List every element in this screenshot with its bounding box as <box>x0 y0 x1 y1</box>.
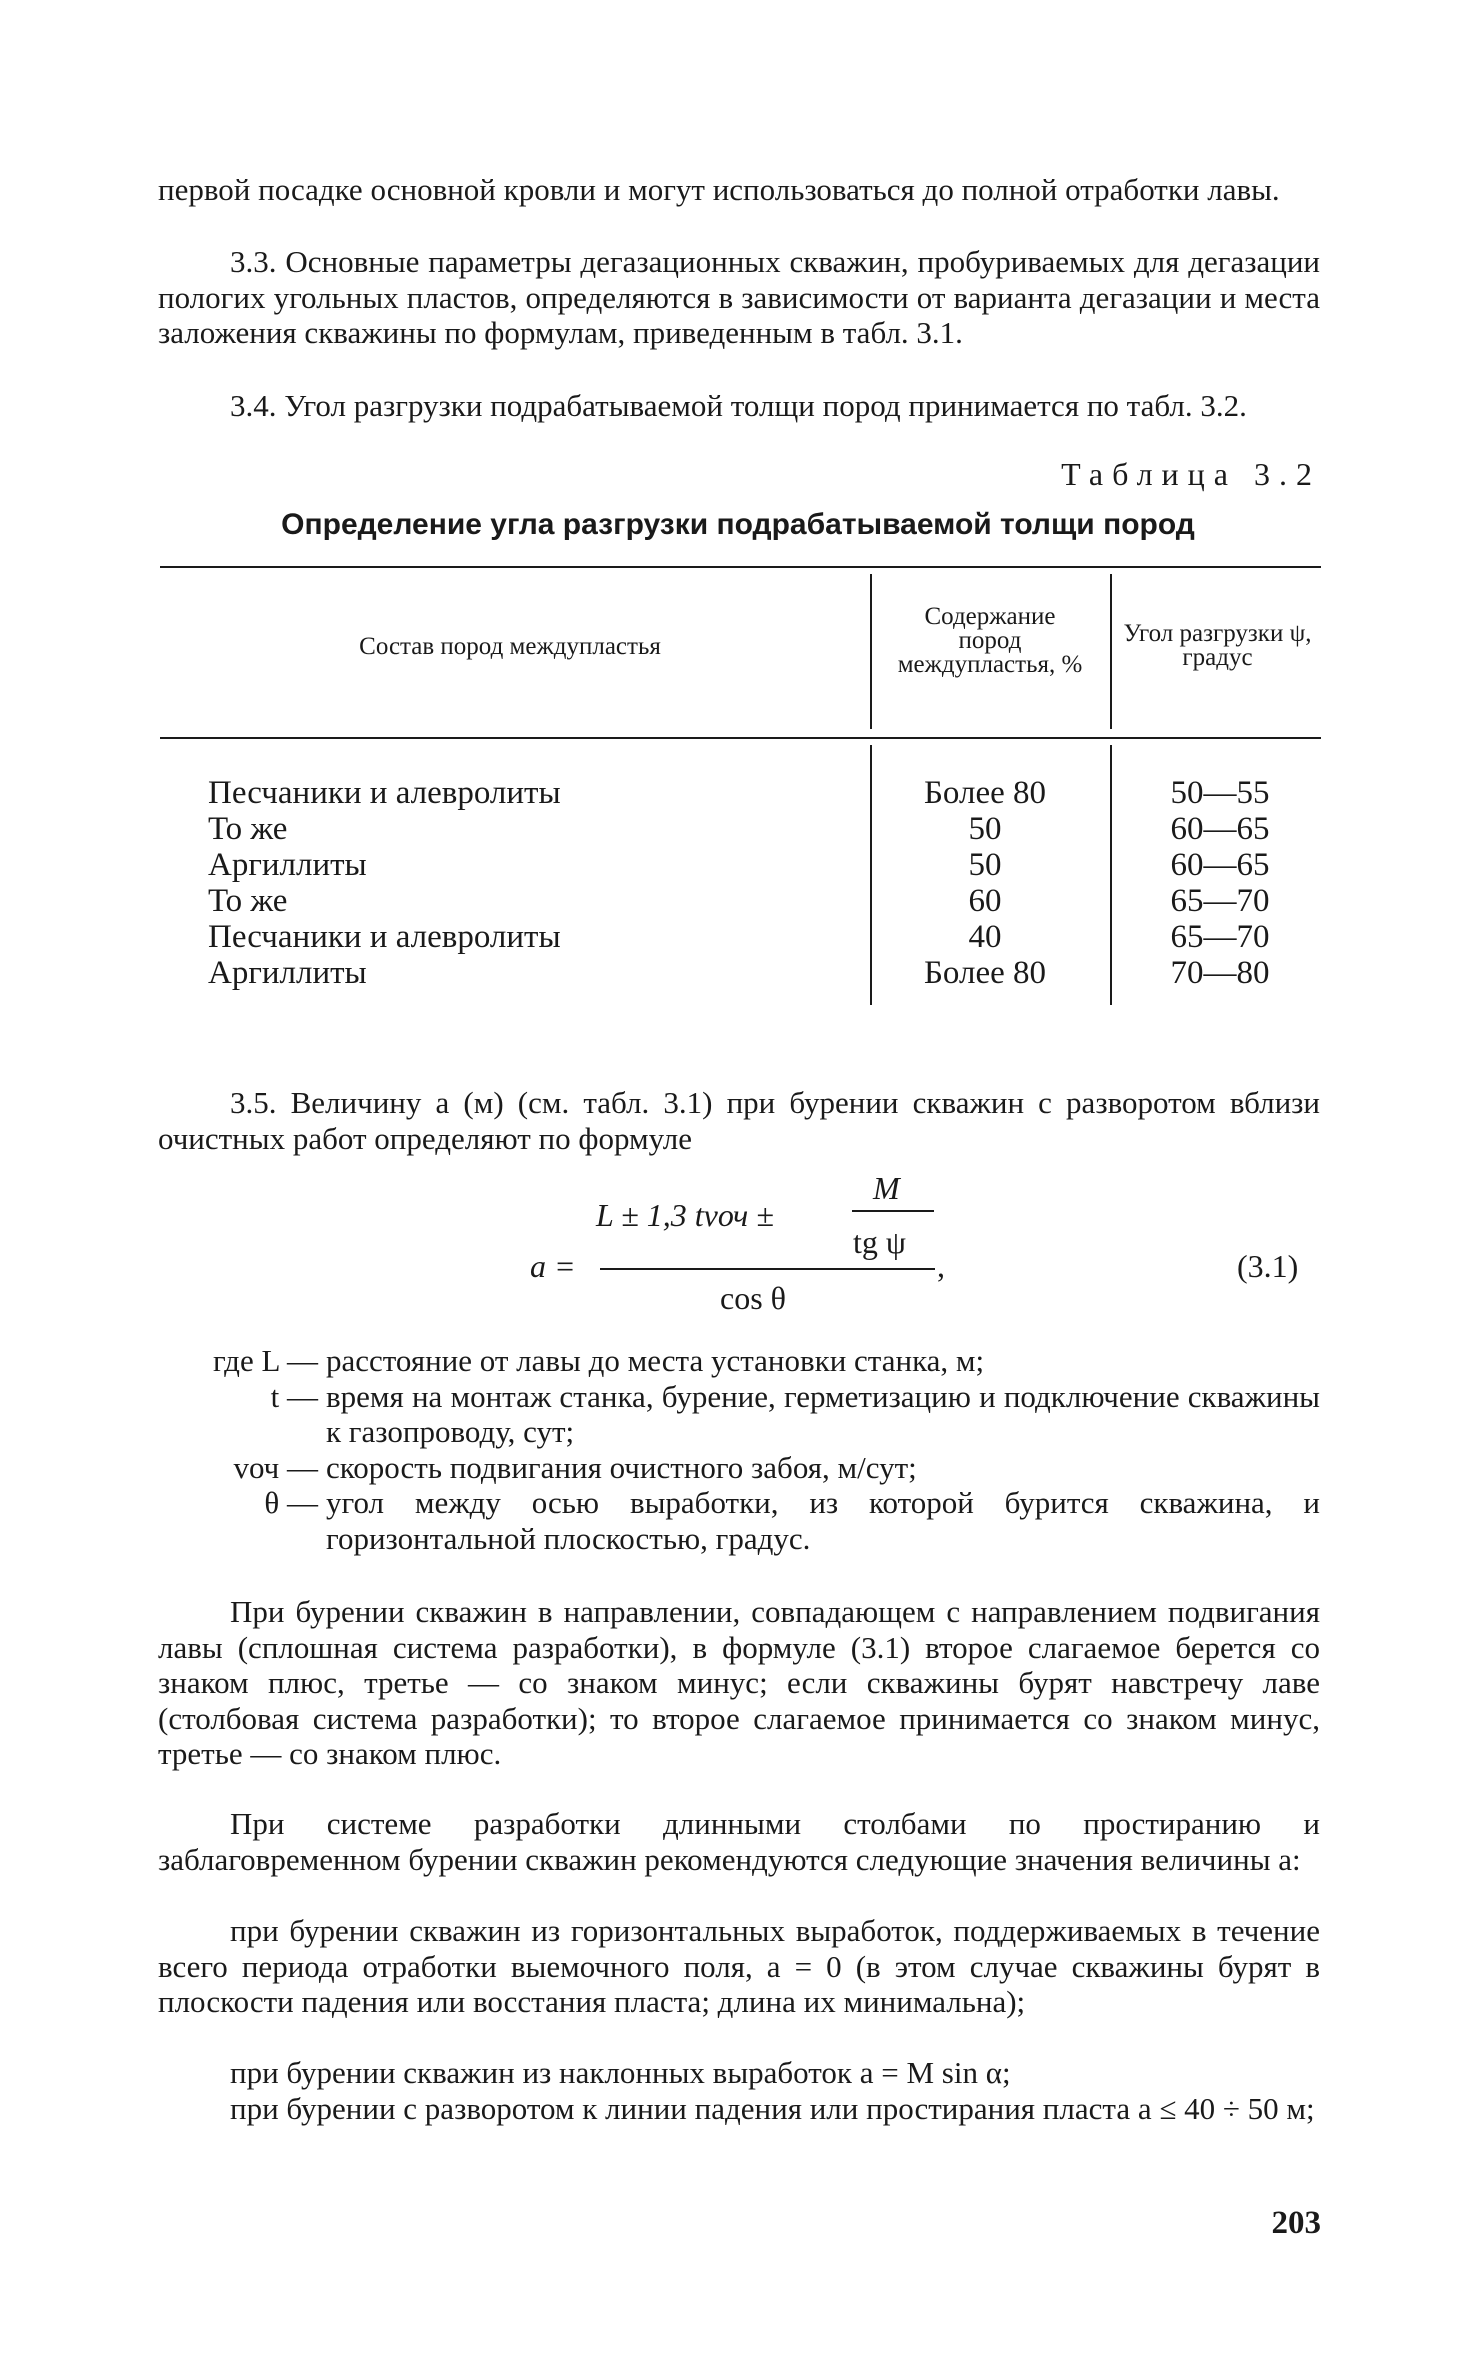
header-content: Содержание пород междупластья, % <box>897 603 1083 678</box>
formula-inner-denominator: tg ψ <box>853 1224 906 1260</box>
table-vline-2-body <box>1110 745 1112 1005</box>
definition-desc: скорость подвигания очистного забоя, м/сут; <box>326 1449 917 1485</box>
definition-term: θ — <box>264 1485 318 1520</box>
table-cell: То же <box>208 883 288 919</box>
table-cell: Песчаники и алевролиты <box>208 775 561 811</box>
definition-item <box>158 1379 1320 1450</box>
paragraph-direction: При бурении скважин в направлении, совпадающем с направлением подвигания лавы (сплошная система разработки), в формуле (3.1) второе слагаемое берется со знаком плюс, третье — со знаком минус; если скважины бурят навстречу лаве (столбовая система разработки); то второе слагаемое принимается со знаком минус, третье — со знаком плюс. <box>158 1594 1320 1771</box>
paragraph-inclined: при бурении скважин из наклонных выработок a = M sin α; <box>230 2055 1011 2090</box>
definition-term: vоч — <box>233 1449 318 1485</box>
formula-numerator: L ± 1,3 tvоч ± <box>596 1197 774 1233</box>
table-cell: 60—65 <box>1170 847 1270 883</box>
formula-lhs: a = <box>530 1248 576 1284</box>
table-cell: Более 80 <box>923 775 1047 811</box>
table-col-composition <box>208 775 561 991</box>
header-composition: Состав пород междупластья <box>359 633 661 660</box>
paragraph-3-4: 3.4. Угол разгрузки подрабатываемой толщи пород принимается по табл. 3.2. <box>230 388 1247 423</box>
formula-number: (3.1) <box>1237 1248 1299 1284</box>
table-cell: 65—70 <box>1170 883 1270 919</box>
formula-denominator: cos θ <box>720 1280 786 1316</box>
definition-desc: расстояние от лавы до места установки станка, м; <box>326 1343 985 1378</box>
formula-main-fraction-bar <box>600 1268 935 1270</box>
paragraph-3-5: 3.5. Величину a (м) (см. табл. 3.1) при бурении скважин с разворотом вблизи очистных работ определяют по формуле <box>158 1085 1320 1156</box>
table-cell: Песчаники и алевролиты <box>208 919 561 955</box>
paragraph-turn: при бурении с разворотом к линии падения или простирания пласта a ≤ 40 ÷ 50 м; <box>230 2091 1315 2126</box>
definition-desc: время на монтаж станка, бурение, герметизацию и подключение скважины к газопроводу, сут; <box>326 1378 1320 1449</box>
header-angle: Угол разгрузки ψ, градус <box>1123 620 1312 671</box>
table-cell: 50 <box>968 811 1002 847</box>
table-col-content <box>880 775 1090 991</box>
table-cell: 40 <box>968 919 1002 955</box>
formula-definitions <box>158 1343 1320 1556</box>
page-number: 203 <box>1271 2205 1321 2241</box>
table-cell: 50 <box>968 847 1002 883</box>
paragraph-1: первой посадке основной кровли и могут использоваться до полной отработки лавы. <box>158 172 1280 207</box>
table-col-angle <box>1120 775 1320 991</box>
table-top-rule <box>160 566 1321 568</box>
table-cell: Более 80 <box>923 955 1047 991</box>
table-vline-2 <box>1110 574 1112 729</box>
definition-term: где L — <box>213 1343 318 1378</box>
table-caption: Таблица 3.2 <box>1061 456 1321 492</box>
formula-inner-numerator: M <box>873 1170 900 1206</box>
table-cell: 60—65 <box>1170 811 1270 847</box>
formula-comma: , <box>937 1248 945 1284</box>
definition-item <box>158 1485 1320 1556</box>
paragraph-3-3: 3.3. Основные параметры дегазационных скважин, пробуриваемых для дегазации пологих угольных пластов, определяются в зависимости от варианта дегазации и места заложения скважины по формулам, приведенным в табл. 3.1. <box>158 244 1320 350</box>
definition-desc: угол между осью выработки, из которой бурится скважина, и горизонтальной плоскостью, градус. <box>326 1485 1320 1556</box>
paragraph-horizontal: при бурении скважин из горизонтальных выработок, поддерживаемых в течение всего периода отработки выемочного поля, a = 0 (в этом случае скважины бурят в плоскости падения или восстания пласта; длина их минимальна); <box>158 1913 1320 2019</box>
table-cell: То же <box>208 811 288 847</box>
definition-term: t — <box>270 1378 318 1414</box>
table-cell: Аргиллиты <box>208 955 367 991</box>
table-header-rule <box>160 737 1321 739</box>
table-cell: 65—70 <box>1170 919 1270 955</box>
table-cell: 50—55 <box>1170 775 1270 811</box>
formula-inner-fraction-bar <box>852 1210 934 1212</box>
definition-item <box>158 1343 1320 1379</box>
table-title: Определение угла разгрузки подрабатываемой толщи пород <box>281 508 1195 541</box>
table-vline-1 <box>870 574 872 729</box>
table-cell: 60 <box>968 883 1002 919</box>
paragraph-long-pillars: При системе разработки длинными столбами по простиранию и заблаговременном бурении скважин рекомендуются следующие значения величины a: <box>158 1806 1320 1877</box>
table-cell: Аргиллиты <box>208 847 367 883</box>
definition-item <box>158 1450 1320 1486</box>
table-vline-1-body <box>870 745 872 1005</box>
table-cell: 70—80 <box>1170 955 1270 991</box>
